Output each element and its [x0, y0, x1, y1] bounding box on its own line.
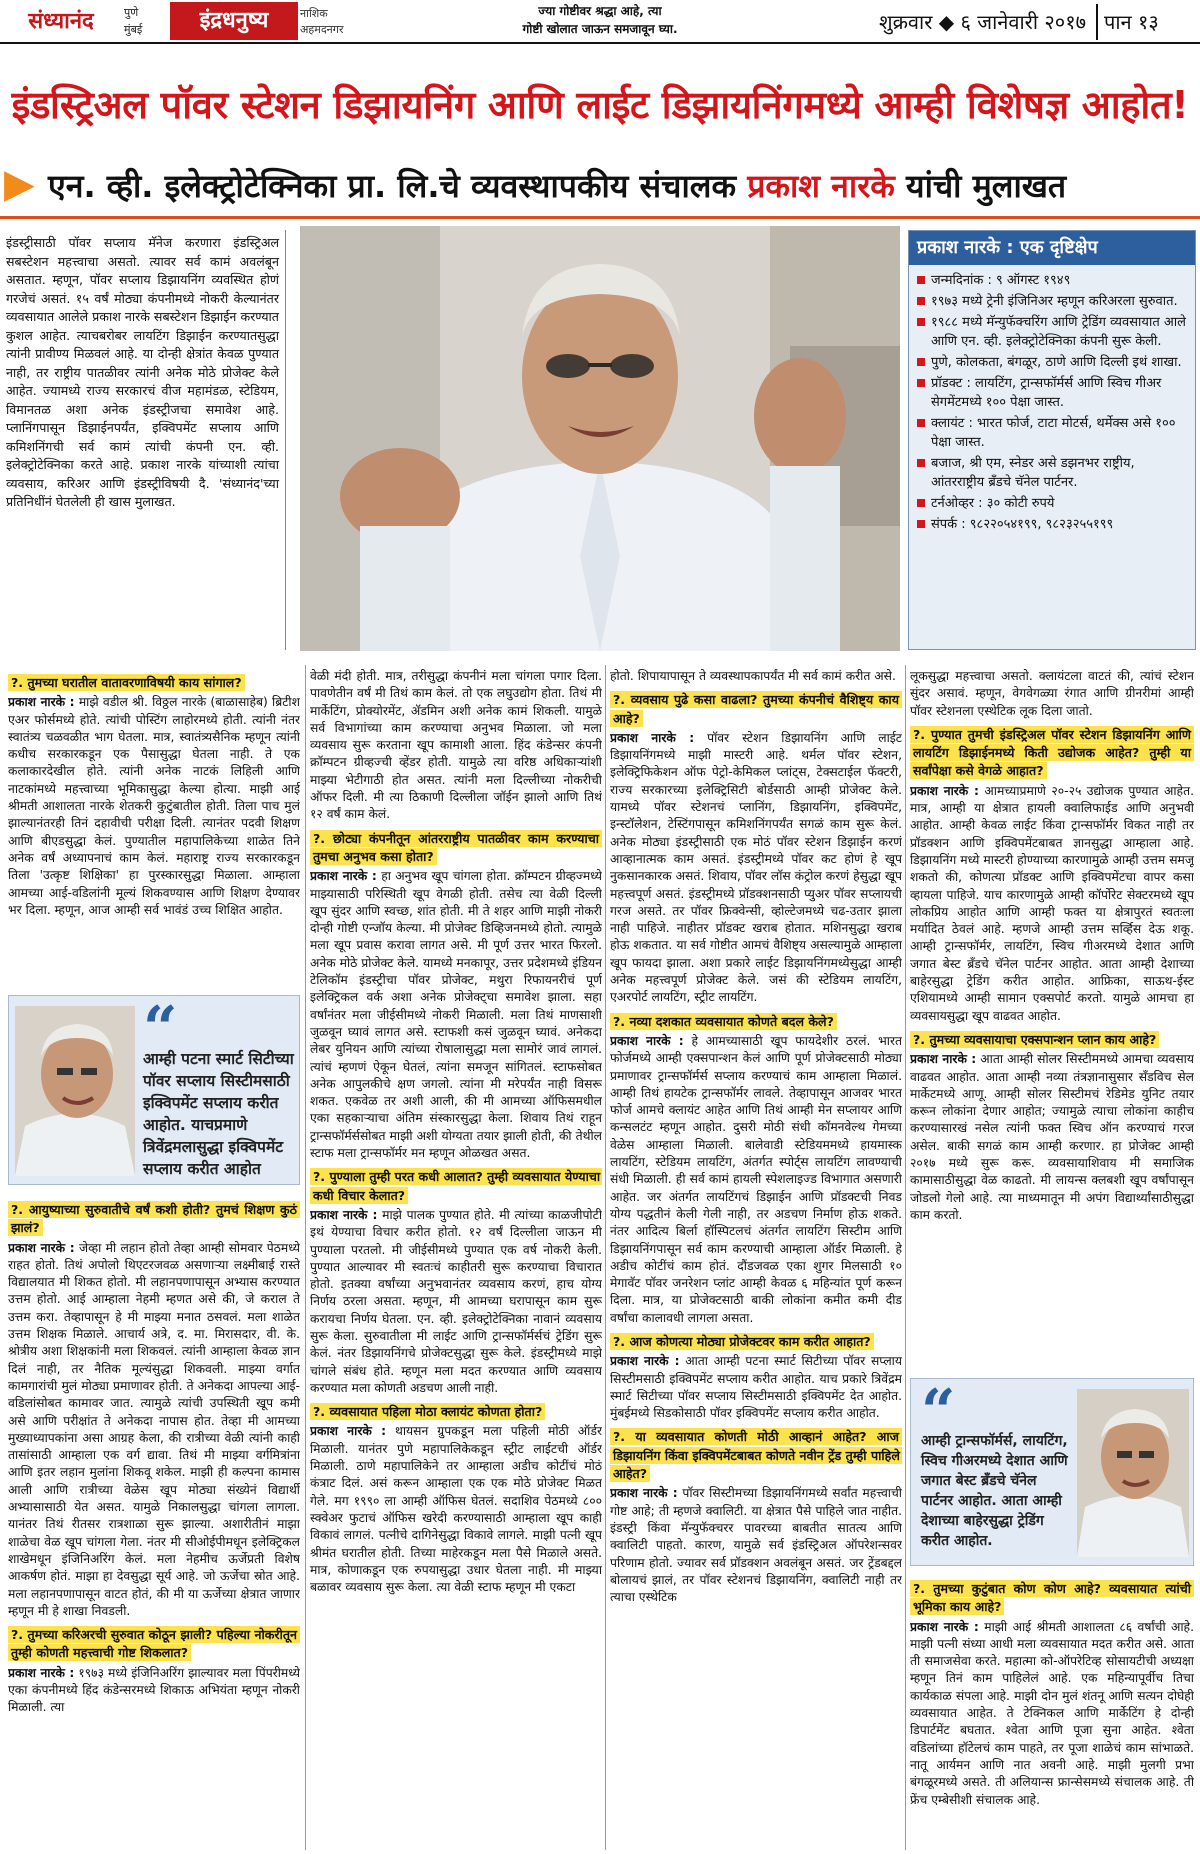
- answer-text: थायसन ग्रुपकडून मला पहिली मोठी ऑर्डर मिळाली. यानंतर पुणे महापालिकेकडून स्ट्रीट लाईटची ऑर्डर मिळाली. ठाणे महापालिकेने तर आम्हाला अडीच कोटींचं मोठं कंत्राट दिलं. असं करून आम्हाला एक एक मोठे प्रोजेक्ट मिळत गेले. मग १९९० ला आम्ही ऑफिस घेतलं. सदाशिव पेठमध्ये ८०० स्क्वेअर फुटाचं ऑफिस खरेदी करण्यासाठी आम्हाला खूप काही विकावं लागलं. पत्नीचे दागिनेसुद्धा विकावे लागले. माझी पत्नी खूप श्रीमंत घरातील होती. तिच्या माहेरकडून मला पैसे मिळाले असते. मात्र, कोणाकडून एक रुपयासुद्धा उधार घेतला नाही. मी माझ्या बळावर व्यवसाय सुरू केला. त्या वेळी स्टाफ म्हणून मी एकटा: [310, 1424, 602, 1595]
- profile-item: १९७३ मध्ये ट्रेनी इंजिनिअर म्हणून करिअरला सुरुवात.: [917, 292, 1189, 311]
- profile-item: क्लायंट : भारत फोर्ज, टाटा मोटर्स, थर्मेक्स असे १०० पेक्षा जास्त.: [917, 414, 1189, 452]
- question-heading: ?. पुण्याला तुम्ही परत कधी आलात? तुम्ही व्यवसायात येण्याचा कधी विचार केलात?: [310, 1168, 602, 1203]
- section-title: इंद्रधनुष्य: [170, 2, 298, 40]
- interviewee-photo: [300, 226, 900, 651]
- answer-paragraph: [910, 1051, 1194, 1224]
- column-rule: [905, 665, 906, 1850]
- quote-mark-icon: “: [143, 994, 178, 1064]
- answer-text: आता आम्ही सोलर सिस्टीममध्ये आमचा व्यवसाय वाढवत आहोत. आता आम्ही नव्या तंत्रज्ञानासुसार सँडविच सेल मार्केटमध्ये आणू. आम्ही सोलर सिस्टीमचं रेडिमेड युनिट तयार करून लोकांना देणार आहोत; ज्यामुळे त्याचा लोकांना काहीच करण्यासारखं नसेल त्यांनी फक्त स्विच ऑन करण्याचं गरज असेल. बाकी सगळं काम आम्ही करणार. हा प्रोजेक्ट आम्ही २०१७ मध्ये सुरू करू. व्यवसायाशिवाय मी समाजिक कामासाठीसुद्धा वेळ काढतो. मी लायन्स क्लबशी खूप वर्षांपासून जोडलो गेलो आहे. त्या माध्यमातून मी अपंग विद्यार्थ्यांसाठीसुद्धा काम करतो.: [910, 1052, 1194, 1222]
- answer-paragraph: [310, 868, 602, 1162]
- portrait-illustration: [300, 226, 900, 651]
- question-heading: ?. तुमच्या व्यवसायाचा एक्सपान्शन प्लान काय आहे?: [910, 1031, 1159, 1048]
- speaker-label: प्रकाश नारके :: [610, 1033, 684, 1048]
- profile-box: [908, 230, 1196, 650]
- pull-quote-photo: [1077, 1389, 1189, 1557]
- answer-paragraph: [310, 1423, 602, 1596]
- answer-text: माझी आई श्रीमती आशालता ८६ वर्षांची आहे. माझी पत्नी संध्या आधी मला व्यवसायात मदत करीत असे. आता ती समाजसेवा करते. महात्मा को-ऑपरेटिव्ह सोसायटीची अध्यक्षा म्हणून तिनं काम पाहिलेलं आहे. एक महिन्यापूर्वीच तिचा कार्यकाळ संपला आहे. माझी दोन मुलं शंतनू आणि सत्यन दोघेही व्यवसायात आहेत. ते टेक्निकल आणि मार्केटिंग हे दोन्ही डिपार्टमेंट बघतात. श्वेता आणि पूजा सुना आहेत. श्वेता वडिलांच्या हॉटेलचं काम पाहते, तर पूजा शाळेचं काम सांभाळते. नातू आर्यमन आणि नात अवनी आहे. माझी मुलगी प्रभा बंगळूरमध्ये असते. ती अलियान्स फ्रान्सेसमध्ये संचालक आहे. ती फ्रेंच एम्बेसीशी संचालक आहे.: [910, 1619, 1194, 1807]
- answer-text: माझे वडील श्री. विठ्ठल नारके (बाळासाहेब) ब्रिटीश एअर फोर्समध्ये होते. त्यांची पोस्टिंग लाहोरमध्ये होती. त्यांनी नंतर स्वातंत्र्य चळवळीत भाग घेतला. मात्र, स्वातंत्र्यसैनिक म्हणून त्यांनी कधीच सरकारकडून एक पैसासुद्धा घेतला नाही. ते एक कलाकारदेखील होते. त्यांनी अनेक नाटकं लिहिली आणि नाटकांमध्ये महत्त्वाच्या भूमिकासुद्धा केल्या होत्या. माझी आई श्रीमती आशालता नारके शेतकरी कुटुंबातील होती. तिला पाच मुलं झाल्यानंतरही तिनं दहावीची परीक्षा दिली. त्यानंतर पदवी शिक्षण आणि बीएडसुद्धा केलं. पुण्यातील महापालिकेच्या शाळेत तिने अनेक वर्षं अध्यापनाचं काम केलं. महाराष्ट्र राज्य सरकारकडून तिला 'उत्कृष्ट शिक्षिका' हा पुरस्कारसुद्धा मिळाला. आम्हाला आमच्या आई-वडिलांनी मूल्यं शिकवण्यास आणि शिक्षण देण्यावर भर दिला. म्हणून, आज आम्ही सर्व भावंडं उच्च शिक्षित आहोत.: [8, 695, 300, 917]
- subhead-name: प्रकाश नारके: [747, 167, 895, 205]
- answer-paragraph: [610, 730, 902, 1007]
- subhead-suffix: यांची मुलाखत: [894, 167, 1067, 205]
- answer-text: आमच्याप्रमाणे २०-२५ उद्योजक पुण्यात आहेत. मात्र, आम्ही या क्षेत्रात हायली क्वालिफाईड आणि अनुभवी आहोत. आम्ही केवळ लाईट किंवा ट्रान्सफॉर्मर विकत नाही तर प्रॉडक्शन आणि इक्विपमेंटबाबत ज्ञानसुद्धा आम्हाला आहे. डिझायनिंग मध्ये मास्टरी होण्याच्या कारणामुळे आम्ही उत्तम समजू शकतो की, कोणत्या प्रॉडक्ट आणि इक्विपमेंटचा वापर कसा व्हायला पाहिजे. याच कारणामुळे आम्ही कॉर्पोरेट सेक्टरमध्ये खूप लोकप्रिय आहोत आणि आम्ही फक्त या क्षेत्रापुरतं स्वतःला मर्यादित ठेवलं आहे. म्हणजे आम्ही उत्तम सर्व्हिस देऊ शकू. आम्ही ट्रान्सफॉर्मर, लायटिंग, स्विच गीअरमध्ये देशात आणि जगात बेस्ट ब्रँडचे चॅनेल पार्टनर आहोत. आता आम्ही देशाच्या बाहेरसुद्धा ट्रेडिंग करीत आहोत. आफ्रिका, साऊथ-ईस्ट एशियामध्ये आम्ही सामान एक्सपोर्ट करतो. यामुळे आमचा हा व्यवसायसुद्धा खूप वाढवत आहोत.: [910, 783, 1194, 1023]
- speaker-label: प्रकाश नारके :: [610, 1486, 678, 1501]
- answer-paragraph: [610, 1033, 902, 1327]
- column-4-top: [910, 668, 1194, 1368]
- profile-item: प्रॉडक्ट : लायटिंग, ट्रान्सफॉर्मर्स आणि स्विच गीअर सेगमेंटमध्ये १०० पेक्षा जास्त.: [917, 374, 1189, 412]
- speaker-label: प्रकाश नारके :: [8, 1240, 75, 1255]
- profile-item: १९८८ मध्ये मॅन्युफॅक्चरिंग आणि ट्रेडिंग व्यवसायात आले आणि एन. व्ही. इलेक्ट्रोटेक्निका कंपनी सुरू केली.: [917, 313, 1189, 351]
- answer-text: पॉवर स्टेशन डिझायनिंग आणि लाईट डिझायनिंगमध्ये माझी मास्टरी आहे. थर्मल पॉवर स्टेशन, इलेक्ट्रिफिकेशन ऑफ पेट्रो-केमिकल प्लांट्स, टेक्सटाईल फॅक्टरी, राज्य सरकारच्या इलेक्ट्रिसिटी बोर्डसाठी आम्ही प्रोजेक्ट केले. यामध्ये पॉवर स्टेशनचं प्लानिंग, डिझायनिंग, इक्विपमेंट, इन्स्टॉलेशन, टेस्टिंगपासून कमिशनिंगपर्यंत सगळं काम सुरू केलं. अनेक मोठ्या इंडस्ट्रीसाठी एक मोठं पॉवर स्टेशन डिझाईन करणं आव्हानात्मक काम असतं. इंडस्ट्रीमध्ये पॉवर कट होणं हे खूप नुकसानकारक असतं. शिवाय, पॉवर लॉस कंट्रोल करणं हेसुद्धा खूप महत्त्वपूर्ण असतं. इंडस्ट्रीमध्ये प्रॉडक्शनसाठी प्युअर पॉवर सप्लायची गरज असते. तर पॉवर फ्रिक्वेन्सी, व्होल्टेजमध्ये चढ-उतार झाला नाही पाहिजे. नाहीतर प्रॉडक्ट खराब होतात. मशिनसुद्धा खराब होऊ शकतात. या सर्व गोष्टीत आमचं वैशिष्ट्य असल्यामुळे आम्हाला खूप फायदा झाला. अशा प्रकारे लाईट डिझायनिंगमध्येसुद्धा आम्ही अनेक महत्त्वपूर्ण प्रोजेक्ट केले. जसं की स्टेडियम लायटिंग, एअरपोर्ट लायटिंग, स्ट्रीट लायटिंग.: [610, 730, 902, 1005]
- issue-date: शुक्रवार ◆ ६ जानेवारी २०१७: [878, 10, 1086, 34]
- profile-item: जन्मदिनांक : ९ ऑगस्ट १९४९: [917, 271, 1189, 290]
- question-heading: ?. छोट्या कंपनीतून आंतरराष्ट्रीय पातळीवर काम करण्याचा तुमचा अनुभव कसा होता?: [310, 830, 602, 865]
- speaker-label: प्रकाश नारके :: [910, 1619, 979, 1634]
- edition-cities: [124, 4, 168, 40]
- speaker-label: प्रकाश नारके :: [310, 1207, 378, 1222]
- city-mumbai: मुंबई: [124, 23, 143, 36]
- subheadline: [48, 160, 1193, 212]
- answer-text: पॉवर सिस्टीमच्या डिझायनिंगमध्ये सर्वांत महत्त्वाची गोष्ट आहे; ती म्हणजे क्वालिटी. या क्षेत्रात पैसे पाहिले जात नाहीत. इंडस्ट्री किंवा मॅन्युफॅक्चरर पावरच्या बाबतीत सातत्य आणि क्वालिटी पाहतो. कारण, यामुळे सर्व इंडस्ट्रिअल ऑपरेशन्सवर परिणाम होतो. ज्यावर सर्व प्रॉडक्शन अवलंबून असतं. जर ट्रेंडबद्दल बोलायचं झालं, तर पॉवर स्टेशनचं डिझायनिंग, क्वालिटी नाही तर त्याचा एस्थेटिक: [610, 1486, 902, 1605]
- answer-text: जेव्हा मी लहान होतो तेव्हा आम्ही सोमवार पेठमध्ये राहत होतो. तिथं अपोलो थिएटरजवळ असणाऱ्या लक्ष्मीबाई रास्ते विद्यालयात मी शिकत होतो. मी लहानपणापासून अभ्यास करण्यात उत्तम होतो. आई आम्हाला नेहमी म्हणत असे की, जे कराल ते उत्तम करा. तेव्हापासून हे मी माझ्या मनात ठसवलं. मला शाळेत उत्तम शिक्षक मिळाले. आचार्य अत्रे, द. मा. मिरासदार, वी. के. श्रोत्रीय अशा शिक्षकांनी मला शिकवलं. त्यांनी आम्हाला केवळ ज्ञान दिलं नाही, तर नैतिक मूल्यंसुद्धा शिकवली. माझ्या वर्गात कामगारांची मुलं मोठ्या प्रमाणावर होती. ते अनेकदा आपल्या आई-वडिलांसोबत कामावर जात. त्यामुळे त्यांची उपस्थिती खूप कमी असे आणि परीक्षांत ते अनेकदा नापास होत. तेव्हा मी आमच्या मुख्याध्यापकांना असा आग्रह केला, की रात्रीच्या वेळी त्यांनी काही तासांसाठी आम्हाला एक वर्ग द्यावा. तिथं मी माझ्या वर्गमित्रांना आणि इतर लहान मुलांना शिकवू शकेल. माझी ही कल्पना कामास आली आणि रात्रीच्या वेळेस खूप मोठ्या संख्येनं विद्यार्थी अभ्यासासाठी येत असत. यामुळे निकालसुद्धा चांगला लागला. यानंतर तिथं रीतसर रात्रशाळा सुरू झाल्या. अशारीतीनं माझा शाळेचा वेळ खूप चांगला गेला. नंतर मी सीओईपीमधून इलेक्ट्रिकल शाखेमधून इंजिनिअरिंग केलं. मला नेहमीच ऊर्जेप्रती विशेष आकर्षण होतं. माझा हा देवसुद्धा सूर्य आहे. जो ऊर्जेचा स्रोत आहे. मला लहानपणापासून वाटत होतं, की मी या ऊर्जेच्या क्षेत्रात जाणार म्हणून मी हे शाखा निवडली.: [8, 1240, 300, 1618]
- answer-paragraph: होतो. शिपायापासून ते व्यवस्थापकापर्यंत मी सर्व कामं करीत असे.: [610, 669, 896, 683]
- answer-paragraph: [8, 1240, 300, 1621]
- answer-paragraph: [910, 783, 1194, 1025]
- column-4-bottom: [910, 1574, 1194, 1850]
- headline-divider: [0, 216, 1200, 219]
- question-heading: ?. तुमच्या करिअरची सुरुवात कोठून झाली? पहिल्या नोकरीतून तुम्ही कोणती महत्त्वाची गोष्ट शिकलात?: [8, 1626, 300, 1661]
- speaker-label: प्रकाश नारके :: [310, 1424, 387, 1439]
- quote-line-2: गोष्टी खोलात जाऊन समजावून घ्या.: [522, 22, 678, 36]
- column-rule: [605, 665, 606, 1850]
- masthead-divider: [1096, 4, 1098, 40]
- speaker-label: प्रकाश नारके :: [610, 1354, 680, 1369]
- profile-list: [917, 271, 1189, 641]
- page-number: पान १३: [1104, 10, 1159, 34]
- answer-paragraph: [310, 1207, 602, 1397]
- column-3: [610, 668, 902, 1850]
- arrow-icon: ▶: [4, 161, 35, 207]
- quote-line-1: ज्या गोष्टीवर श्रद्धा आहे, त्या: [538, 4, 662, 18]
- question-heading: ?. तुमच्या कुटुंबात कोण कोण आहे? व्यवसायात त्यांची भूमिका काय आहे?: [910, 1580, 1194, 1615]
- question-heading: ?. व्यवसायात पहिला मोठा क्लायंट कोणता होता?: [310, 1403, 545, 1420]
- speaker-label: प्रकाश नारके :: [910, 1052, 977, 1067]
- pull-quote-photo: [15, 1006, 135, 1176]
- question-heading: ?. आयुष्याच्या सुरुवातीचे वर्षं कशी होती? तुमचं शिक्षण कुठं झालं?: [8, 1201, 300, 1236]
- question-heading: ?. नव्या दशकात व्यवसायात कोणते बदल केले?: [610, 1013, 837, 1030]
- profile-item: बजाज, श्री एम, स्नेडर असे डझनभर राष्ट्रीय, आंतरराष्ट्रीय ब्रँडचे चॅनेल पार्टनर.: [917, 454, 1189, 492]
- answer-text: माझे पालक पुण्यात होते. मी त्यांच्या काळजीपोटी इथं येण्याचा विचार करीत होतो. १२ वर्षं दिल्लीला जाऊन मी पुण्याला परतलो. मी जीईसीमध्ये पुण्यात एक वर्ष नोकरी केली. पुण्यात आल्यावर मी स्वतःचं काहीतरी सुरू करण्याचा विचारात होतो. इतक्या वर्षांच्या अनुभवानंतर व्यवसाय करणं, हाच योग्य निर्णय ठरला असता. म्हणून, मी आमच्या घरापासून काम सुरू करायचा निर्णय घेतला. एन. व्ही. इलेक्ट्रोटेक्निका नावानं व्यवसाय सुरू केला. सुरुवातीला मी लाईट आणि ट्रान्सफॉर्मर्सचं ट्रेडिंग सुरू केलं. नंतर डिझायनिंगचे प्रोजेक्टसुद्धा सुरू केले. इंडस्ट्रीमध्ये माझे चांगले संबंध होते. म्हणून मला मदत करण्यात आणि व्यवसाय करण्यात मला कोणती अडचण आली नाही.: [310, 1207, 602, 1395]
- answer-paragraph: [8, 694, 300, 919]
- profile-title: प्रकाश नारके : एक दृष्टिक्षेप: [909, 231, 1195, 265]
- speaker-label: प्रकाश नारके :: [610, 730, 695, 745]
- newspaper-logo: संध्यानंद: [0, 0, 122, 42]
- pull-quote-text: आम्ही पटना स्मार्ट सिटीच्या पॉवर सप्लाय सिस्टीमसाठी इक्विपमेंट सप्लाय करीत आहोत. याचप्रमाणे त्रिवेंद्रमलासुद्धा इक्विपमेंट सप्लाय करीत आहोत: [143, 1050, 294, 1178]
- answer-text: १९७३ मध्ये इंजिनिअरिंग झाल्यावर मला पिंपरीमध्ये एका कंपनीमध्ये हिंद कंडेन्सरमध्ये शिकाऊ अभियंता म्हणून नोकरी मिळाली. त्या: [8, 1665, 300, 1715]
- subhead-prefix: एन. व्ही. इलेक्ट्रोटेक्निका प्रा. लि.चे व्यवस्थापकीय संचालक: [48, 167, 748, 205]
- masthead: [0, 0, 1200, 44]
- question-heading: ?. या व्यवसायात कोणती मोठी आव्हानं आहेत? आज डिझायनिंग किंवा इक्विपमेंटबाबत कोणते नवीन ट्रेंड तुम्ही पाहिले आहेत?: [610, 1428, 902, 1482]
- question-heading: ?. व्यवसाय पुढे कसा वाढला? तुमच्या कंपनीचं वैशिष्ट्य काय आहे?: [610, 691, 902, 726]
- edition-names: नाशिक अहमदनगर: [300, 7, 344, 36]
- column-rule: [305, 665, 306, 1850]
- column-1-bottom: [8, 1195, 300, 1850]
- speaker-label: प्रकाश नारके :: [910, 783, 979, 798]
- answer-text: हे आमच्यासाठी खूप फायदेशीर ठरलं. भारत फोर्जमध्ये आम्ही एक्सपान्शन केलं आणि पूर्ण प्रोजेक्टसाठी मोठ्या प्रमाणावर ट्रान्सफॉर्मर्स सप्लाय करण्याचं काम आम्हाला मिळालं. आम्ही तिथं हायटेक ट्रान्सफॉर्मर लावले. तेव्हापासून आजवर भारत फोर्ज आमचे क्लायंट आहेत आणि तिथं आम्ही मेन सप्लायर आणि कन्सलटंट म्हणून आहोत. दुसरी मोठी संधी कॉमनवेल्थ गेमच्या वेळेस आम्हाला मिळाली. बालेवाडी स्टेडियममध्ये हायमास्क लायटिंग, स्टेडियम लायटिंग, अंतर्गत स्पोर्ट्स लायटिंग लावण्याची संधी मिळाली. ही सर्व कामं हायली स्पेशलाइज्ड विभागात असणारी आहेत. जर अंतर्गत लायटिंगचं डिझाईन आणि प्रॉडक्टची निवड योग्य पद्धतीनं केली गेली नाही, तर अडचण निर्माण होऊ शकते. नंतर आदित्य बिर्ला हॉस्पिटलचं अंतर्गत लायटिंग सिस्टीम आणि डिझायनिंगपासून सर्व काम करण्याची आम्हाला ऑर्डर मिळाली. हे अडीच कोटींचं काम होतं. दौंडजवळ एका शुगर मिलसाठी १० मेगावॅट पॉवर जनरेशन प्लांट आम्ही केवळ ६ महिन्यांत पूर्ण करून दिला. मात्र, या प्रोजेक्टसाठी बाकी लोकांना कमीत कमी दीड वर्षांचा कालावधी लागला असता.: [610, 1033, 902, 1325]
- intro-paragraph: इंडस्ट्रीसाठी पॉवर सप्लाय मॅनेज करणारा इंडस्ट्रिअल सबस्टेशन महत्त्वाचा असतो. त्यावर सर्व कामं अवलंबून असतात. म्हणून, पॉवर सप्लाय डिझायनिंग व्यवस्थित होणं गरजेचं असतं. १५ वर्षं मोठ्या कंपनीमध्ये नोकरी केल्यानंतर व्यवसायात आलेले प्रकाश नारके सबस्टेशन डिझाईन करण्यात कुशल आहेत. त्याचबरोबर लायटिंग डिझाईन करण्यातसुद्धा त्यांनी प्रावीण्य मिळवलं आहे. या दोन्ही क्षेत्रांत केवळ पुण्यात नाही, तर राष्ट्रीय पातळीवर त्यांनी अनेक मोठे प्रोजेक्ट केले आहेत. ज्यामध्ये राज्य सरकारचं वीज महामंडळ, स्टेडियम, विमानतळ अशा अनेक इंडस्ट्रीजचा समावेश आहे. प्लानिंगपासून डिझाईनपर्यंत, इक्विपमेंट सप्लाय आणि कमिशनिंगची सर्व कामं त्यांची कंपनी एन. व्ही. इलेक्ट्रोटेक्निका करते आहे. प्रकाश नारके यांच्याशी त्यांचा व्यवसाय, करिअर आणि इंडस्ट्रीविषयी दै. 'संध्यानंद'च्या प्रतिनिधींनं घेतलेली ही खास मुलाखत.: [6, 230, 286, 650]
- profile-item: पुणे, कोलकता, बंगळूर, ठाणे आणि दिल्ली इथं शाखा.: [917, 353, 1189, 372]
- pull-quote-1: [8, 995, 300, 1185]
- answer-text: हा अनुभव खूप चांगला होता. क्रॉम्पटन ग्रीव्हज्मध्ये माझ्यासाठी परिस्थिती खूप वेगळी होती. तसेच त्या वेळी दिल्ली खूप सुंदर आणि स्वच्छ, शांत होती. मी ते शहर आणि माझी नोकरी दोन्ही गोष्टी एन्जॉय केल्या. मी प्रोजेक्ट डिव्हिजनमध्ये होतो. त्यामुळे मला खूप प्रवास करावा लागत असे. मी पूर्ण उत्तर भारत फिरलो. अनेक मोठे प्रोजेक्ट केले. यामध्ये मनकापूर, उत्तर प्रदेशमध्ये इंडियन टेलिकॉम इंडस्ट्रीचा पॉवर प्रोजेक्ट, मथुरा रिफायनरीचं पूर्ण इलेक्ट्रिकल वर्क अशा अनेक प्रोजेक्ट्चा समावेश झाला. सहा वर्षांनंतर मला जीईसीमध्ये नोकरी मिळाली. मला तिथं माणसाशी जुळवून घ्यावं लागत असे. स्टाफशी कसं जुळवून घ्यावं. अनेकदा लेबर युनियन आणि त्यांच्या रोषालासुद्धा मला सामोरं जावं लागलं. त्यांचं म्हणणं ऐकून घेतलं, त्यांना समजून सांगितलं. स्टाफसोबत अनेक आपुलकीचे क्षण जगलो. त्यांना मी मरेपर्यंत नाही विसरू शकत. एकवेळ तर अशी आली, की मी आमच्या ऑफिसमधील एका सहकाऱ्याचा अंतिम संस्कारसुद्धा केला. शिवाय तिथं राहून ट्रान्सफॉर्मर्ससोबत माझी अशी योग्यता तयार झाली होती, की तेथील स्टाफ मला ट्रान्सफॉर्मर मन म्हणून ओळखत असत.: [310, 869, 602, 1161]
- pull-quote-2: [910, 1378, 1194, 1566]
- speaker-label: प्रकाश नारके :: [8, 695, 75, 710]
- answer-paragraph: [8, 1665, 300, 1717]
- column-2: [310, 668, 602, 1850]
- speaker-label: प्रकाश नारके :: [8, 1665, 75, 1680]
- answer-paragraph: लूकसुद्धा महत्त्वाचा असतो. क्लायंटला वाटतं की, त्यांचं स्टेशन सुंदर असावं. म्हणून, वेगवेगळ्या रंगात आणि ग्रीनरीमां आम्ही पॉवर स्टेशनला एस्थेटिक लूक दिला जातो.: [910, 669, 1194, 718]
- pull-quote-text: आम्ही ट्रान्सफॉर्मर्स, लायटिंग, स्विच गीअरमध्ये देशात आणि जगात बेस्ट ब्रँडचे चॅनेल पार्टनर आहोत. आता आम्ही देशाच्या बाहेरसुद्धा ट्रेडिंग करीत आहोत.: [921, 1433, 1068, 1549]
- answer-text: आता आम्ही पटना स्मार्ट सिटीच्या पॉवर सप्लाय सिस्टीमसाठी इक्विपमेंट सप्लाय करीत आहोत. याच प्रकारे त्रिवेंद्रम स्मार्ट सिटीच्या पॉवर सप्लाय सिस्टीमसाठी इक्विपमेंट देत आहोत. मुंबईमध्ये सिडकोसाठी पॉवर इक्विपमेंट सप्लाय करीत आहोत.: [610, 1354, 902, 1421]
- question-heading: ?. पुण्यात तुमची इंडस्ट्रिअल पॉवर स्टेशन डिझायनिंग आणि लायटिंग डिझाईनमध्ये किती उद्योजक आहेत? तुम्ही या सर्वांपेक्षा कसे वेगळे आहात?: [910, 726, 1194, 780]
- main-headline: इंडस्ट्रिअल पॉवर स्टेशन डिझायनिंग आणि लाईट डिझायनिंगमध्ये आम्ही विशेषज्ञ आहोत!: [11, 83, 1189, 127]
- question-heading: ?. तुमच्या घरातील वातावरणाविषयी काय सांगाल?: [8, 674, 245, 691]
- answer-paragraph: [610, 1353, 902, 1422]
- column-1-top: [8, 668, 300, 988]
- answer-paragraph: [610, 1485, 902, 1606]
- speaker-label: प्रकाश नारके :: [310, 869, 377, 884]
- profile-item: संपर्क : ९८२२०५४१९९, ९८२३२५५१९९: [917, 515, 1189, 534]
- city-pune: पुणे: [124, 6, 139, 19]
- answer-paragraph: वेळी मंदी होती. मात्र, तरीसुद्धा कंपनीनं मला चांगला पगार दिला. पावणेतीन वर्षं मी तिथं काम केलं. तो एक लघुउद्योग होता. तिथं मी मार्केटिंग, प्रोक्योरमेंट, ॲडमिन अशी अनेक कामं शिकली. यामुळे सर्व विभागांच्या काम करण्याचा अनुभव मिळाला. जो मला व्यवसाय सुरू करताना खूप कामाशी आला. हिंद कंडेन्सर कंपनी क्रॉम्पटन ग्रीव्हज्ची व्हेंडर होती. यामुळे त्या वरिष्ठ अधिकाऱ्यांशी माझ्या भेटीगाठी होत असत. त्यांनी मला दिल्लीच्या नोकरीची ऑफर दिली. मी त्या ठिकाणी दिल्लीला जॉईन झालो आणि तिथं १२ वर्षं काम केलं.: [310, 669, 602, 822]
- quote-mark-icon: “: [921, 1377, 956, 1447]
- profile-item: टर्नओव्हर : ३० कोटी रुपये: [917, 494, 1189, 513]
- question-heading: ?. आज कोणत्या मोठ्या प्रोजेक्टवर काम करीत आहात?: [610, 1333, 874, 1350]
- answer-paragraph: [910, 1619, 1194, 1809]
- masthead-quote: [470, 2, 730, 40]
